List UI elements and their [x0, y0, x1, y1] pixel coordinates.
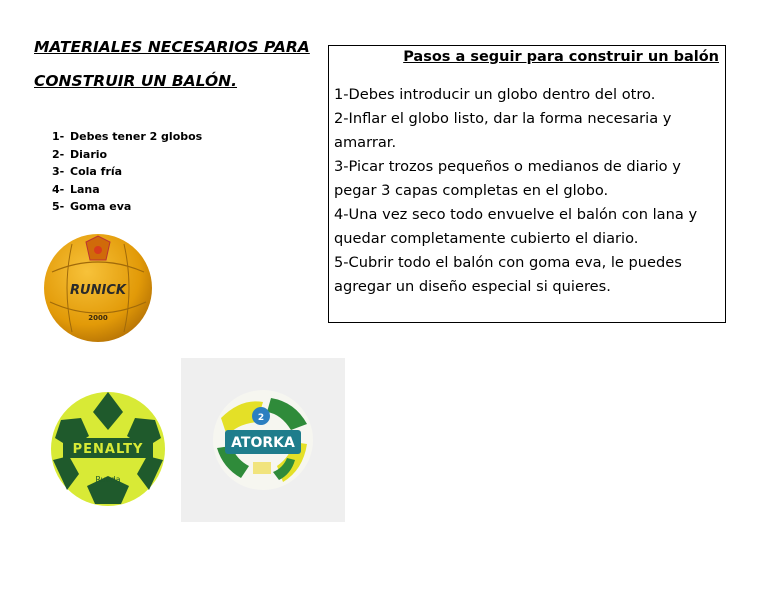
list-item — [52, 181, 202, 199]
list-item-number: 2- — [52, 147, 65, 161]
list-item — [52, 128, 202, 146]
materials-title-line2: CONSTRUIR UN BALÓN. — [34, 72, 238, 90]
steps-box — [328, 45, 726, 323]
list-item-text: Lana — [70, 182, 100, 196]
steps-list — [334, 83, 724, 299]
list-item — [52, 146, 202, 164]
list-item-text: Goma eva — [70, 200, 132, 214]
materials-list — [52, 128, 202, 216]
list-item-number: 3- — [52, 165, 65, 179]
list-item-number: 5- — [52, 200, 65, 214]
materials-title-line1: MATERIALES NECESARIOS PARA — [34, 38, 310, 56]
list-item — [52, 163, 202, 181]
runick-ball-image — [42, 232, 154, 344]
list-item-number: 1- — [52, 130, 65, 143]
list-item — [52, 198, 202, 216]
list-item-text: Debes tener 2 globos — [70, 130, 203, 143]
penalty-ball-image — [49, 390, 167, 508]
atorka-ball-image — [211, 388, 315, 492]
list-item-number: 4- — [52, 182, 65, 196]
ball-brand-text: PENALTY — [72, 442, 144, 457]
steps-heading: Pasos a seguir para construir un balón — [403, 49, 719, 65]
step-item: 5-Cubrir todo el balón con goma eva, le puedes agregar un diseño especial si quieres. — [334, 254, 682, 295]
ball-model-text: 2000 — [88, 314, 108, 322]
step-item: 3-Picar trozos pequeños o medianos de diario y pegar 3 capas completas en el globo. — [334, 158, 681, 199]
step-item: 2-Inflar el globo listo, dar la forma necesaria y amarrar. — [334, 110, 672, 151]
list-item-text: Cola fría — [70, 165, 123, 179]
ball-brand-text: RUNICK — [70, 283, 126, 298]
step-item: 1-Debes introducir un globo dentro del otro. — [334, 86, 656, 103]
ball-sub-text: Rueda — [95, 475, 121, 484]
list-item-text: Diario — [70, 147, 108, 161]
step-item: 4-Una vez seco todo envuelve el balón con lana y quedar completamente cubierto el diario. — [334, 206, 698, 247]
ball-number-text: 2 — [257, 413, 265, 423]
ball-brand-text: ATORKA — [231, 435, 295, 451]
